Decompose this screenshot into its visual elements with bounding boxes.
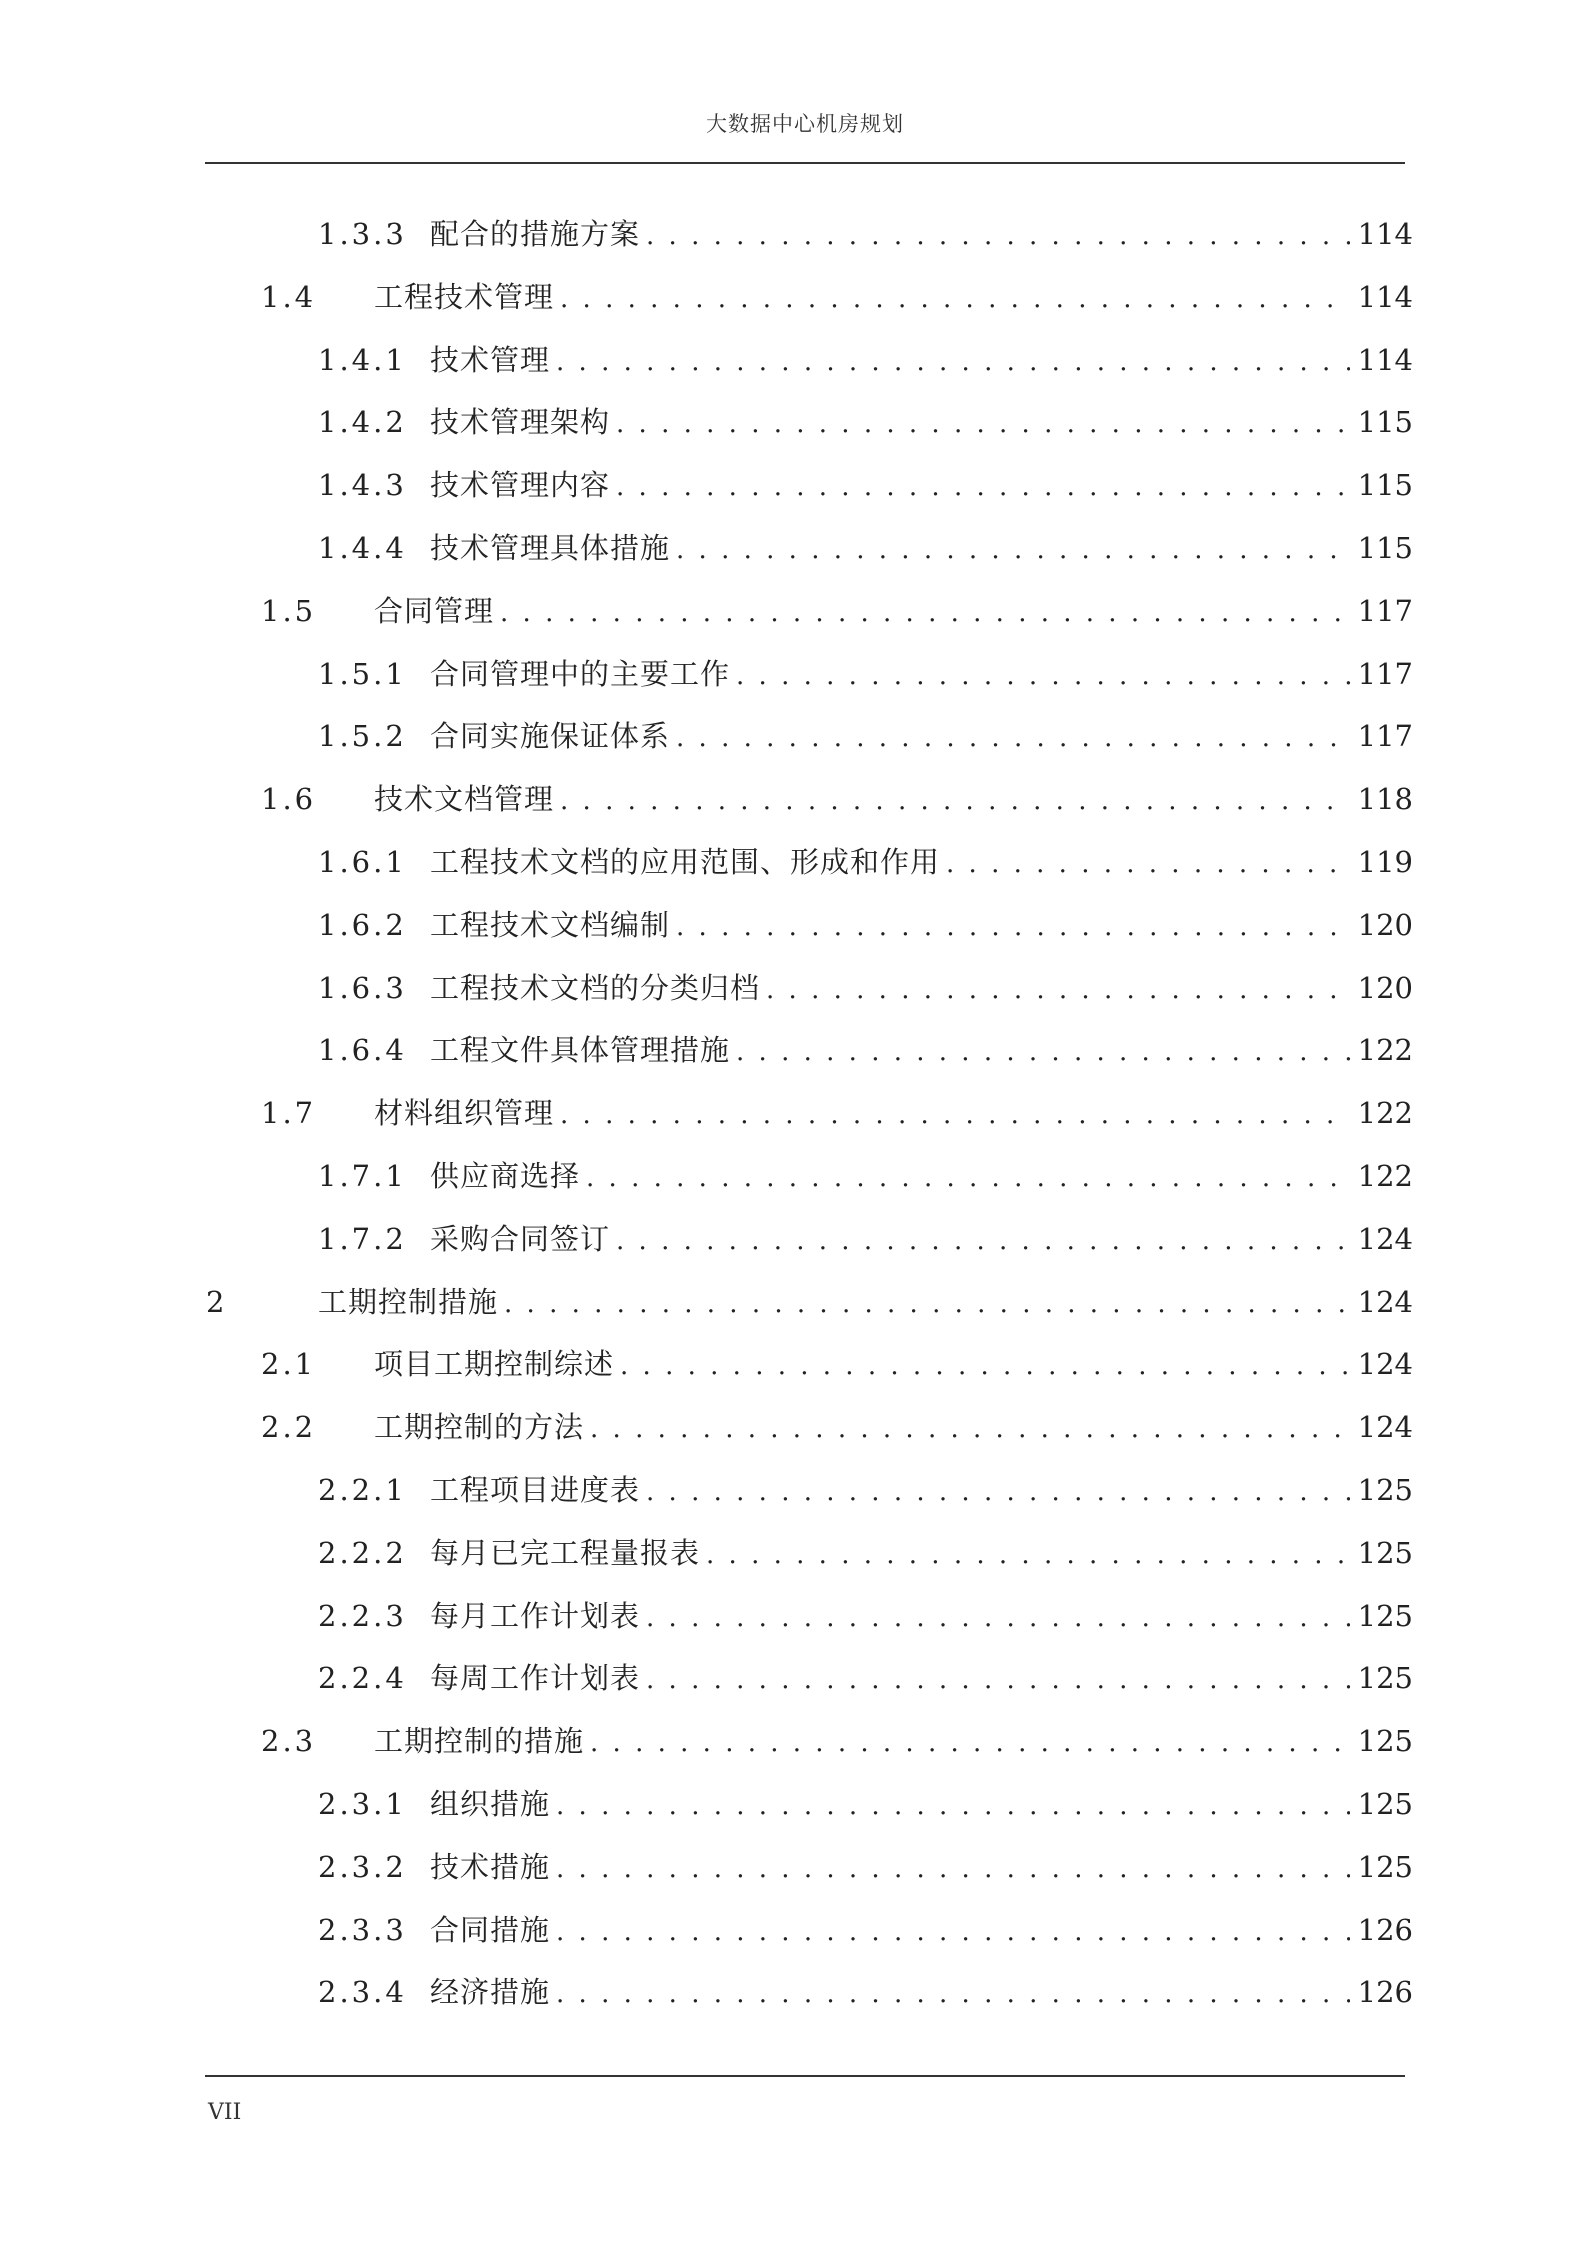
toc-entry-title: 工程项目进度表 — [430, 1473, 641, 1507]
toc-entry-body — [430, 968, 1413, 1010]
toc-entry-page: 117 — [1357, 656, 1413, 691]
toc-entry[interactable] — [0, 968, 1587, 1008]
toc-entry[interactable] — [0, 1156, 1587, 1196]
toc-entry-title: 工程技术文档的分类归档 — [430, 970, 761, 1005]
toc-entry-number: 2.2.2 — [318, 1535, 407, 1570]
toc-entry-number: 1.6.1 — [318, 845, 407, 879]
toc-entry-number: 1.7.2 — [318, 1221, 407, 1256]
toc-dot-leader — [590, 1409, 1350, 1449]
toc-entry-number: 1.4 — [261, 279, 317, 314]
toc-entry-page: 125 — [1357, 1661, 1413, 1696]
toc-entry-title: 技术管理内容 — [430, 468, 611, 503]
toc-entry-body — [374, 1344, 1413, 1386]
toc-entry-body — [374, 277, 1413, 319]
toc-entry-body — [430, 1533, 1413, 1575]
toc-dot-leader — [620, 1346, 1350, 1386]
toc-dot-leader — [676, 907, 1350, 947]
footer-rule — [205, 2075, 1405, 2077]
toc-dot-leader — [676, 530, 1350, 570]
toc-entry-number: 2.2 — [261, 1410, 317, 1445]
toc-entry-page: 122 — [1357, 1033, 1413, 1068]
toc-entry-title: 合同管理中的主要工作 — [430, 656, 731, 691]
toc-dot-leader — [616, 404, 1350, 444]
toc-dot-leader — [504, 1284, 1350, 1324]
toc-entry[interactable] — [0, 1407, 1587, 1447]
toc-entry-number: 2.1 — [261, 1347, 317, 1382]
toc-dot-leader — [556, 1912, 1350, 1952]
page-number: VII — [208, 2100, 242, 2125]
toc-dot-leader — [556, 342, 1350, 382]
toc-entry-title: 工程文件具体管理措施 — [430, 1033, 731, 1068]
toc-entry-page: 124 — [1357, 1221, 1413, 1256]
toc-entry-title: 技术管理 — [430, 342, 551, 377]
toc-entry-title: 项目工期控制综述 — [374, 1347, 615, 1382]
toc-dot-leader — [500, 593, 1350, 633]
toc-entry[interactable] — [0, 1721, 1587, 1761]
toc-entry-number: 2.3.4 — [318, 1975, 407, 2010]
toc-entry-page: 124 — [1357, 1410, 1413, 1445]
toc-dot-leader — [646, 1598, 1350, 1638]
toc-entry-page: 117 — [1357, 719, 1413, 754]
toc-entry-body — [374, 779, 1413, 821]
toc-entry-title: 工程技术管理 — [374, 279, 555, 314]
toc-entry[interactable] — [0, 1596, 1587, 1636]
toc-entry-number: 1.3.3 — [318, 217, 407, 251]
toc-entry-title: 工期控制措施 — [318, 1284, 499, 1319]
toc-entry-body — [430, 1972, 1413, 2014]
toc-entry[interactable] — [0, 905, 1587, 945]
toc-dot-leader — [556, 1974, 1350, 2014]
toc-entry-page: 124 — [1357, 1347, 1413, 1382]
toc-entry[interactable] — [0, 1972, 1587, 2012]
toc-dot-leader — [676, 718, 1350, 758]
toc-entry-page: 120 — [1357, 970, 1413, 1005]
toc-dot-leader — [766, 970, 1350, 1010]
toc-entry-number: 1.7.1 — [318, 1159, 407, 1193]
toc-entry-body — [430, 1596, 1413, 1638]
toc-entry-body — [374, 1407, 1413, 1449]
toc-dot-leader — [736, 1032, 1350, 1072]
toc-dot-leader — [706, 1535, 1350, 1575]
toc-entry-number: 1.4.3 — [318, 468, 407, 503]
toc-entry[interactable] — [0, 1847, 1587, 1887]
toc-entry-body — [318, 1282, 1413, 1324]
toc-entry-body — [430, 340, 1413, 382]
toc-dot-leader — [556, 1849, 1350, 1889]
toc-entry-page: 125 — [1357, 1724, 1413, 1759]
toc-entry-page: 124 — [1357, 1284, 1413, 1319]
toc-entry[interactable] — [0, 842, 1587, 882]
toc-entry-title: 技术管理架构 — [430, 405, 611, 440]
toc-dot-leader — [616, 467, 1350, 507]
toc-entry-number: 2.3.3 — [318, 1912, 407, 1947]
toc-entry[interactable] — [0, 465, 1587, 505]
toc-entry-page: 115 — [1357, 531, 1413, 565]
toc-dot-leader — [616, 1221, 1350, 1261]
toc-entry-title: 每月已完工程量报表 — [430, 1535, 701, 1570]
toc-entry-body — [430, 1156, 1413, 1198]
toc-entry[interactable] — [0, 716, 1587, 756]
toc-entry-number: 2.2.3 — [318, 1598, 407, 1633]
toc-entry-title: 采购合同签订 — [430, 1221, 611, 1256]
toc-entry[interactable] — [0, 1219, 1587, 1259]
toc-dot-leader — [556, 1786, 1350, 1826]
toc-entry-number: 1.4.1 — [318, 342, 407, 377]
toc-entry[interactable] — [0, 214, 1587, 254]
toc-entry-page: 115 — [1357, 468, 1413, 503]
toc-entry-title: 组织措施 — [430, 1787, 551, 1821]
toc-entry-title: 工程技术文档编制 — [430, 907, 671, 942]
toc-entry-number: 1.5.2 — [318, 719, 407, 754]
toc-entry-page: 115 — [1357, 405, 1413, 440]
toc-entry-title: 配合的措施方案 — [430, 217, 641, 251]
toc-entry-body — [430, 842, 1413, 884]
toc-entry-number: 1.4.4 — [318, 531, 407, 565]
toc-entry[interactable] — [0, 1658, 1587, 1698]
toc-entry[interactable] — [0, 1470, 1587, 1510]
toc-dot-leader — [946, 844, 1350, 884]
toc-entry-number: 2.3 — [261, 1724, 317, 1759]
toc-entry-title: 工程技术文档的应用范围、形成和作用 — [430, 845, 941, 879]
toc-entry-page: 114 — [1357, 217, 1413, 251]
toc-entry[interactable] — [0, 340, 1587, 380]
toc-entry-body — [430, 1470, 1413, 1512]
toc-entry-page: 117 — [1357, 593, 1413, 628]
toc-entry[interactable] — [0, 1282, 1587, 1322]
toc-entry-title: 经济措施 — [430, 1975, 551, 2010]
toc-entry[interactable] — [0, 277, 1587, 317]
toc-entry[interactable] — [0, 1533, 1587, 1573]
toc-dot-leader — [646, 216, 1350, 256]
toc-entry-page: 125 — [1357, 1787, 1413, 1821]
toc-entry[interactable] — [0, 1784, 1587, 1824]
toc-entry[interactable] — [0, 1910, 1587, 1950]
toc-entry-body — [430, 214, 1413, 256]
page-header-title: 大数据中心机房规划 — [706, 112, 904, 136]
toc-entry[interactable] — [0, 402, 1587, 442]
toc-entry-number: 2.3.1 — [318, 1787, 407, 1821]
toc-entry-page: 114 — [1357, 279, 1413, 314]
toc-dot-leader — [560, 781, 1350, 821]
toc-entry-page: 119 — [1357, 845, 1413, 879]
toc-entry-page: 125 — [1357, 1598, 1413, 1633]
toc-entry-number: 2.2.4 — [318, 1661, 407, 1696]
toc-entry-page: 125 — [1357, 1535, 1413, 1570]
toc-entry[interactable] — [0, 1344, 1587, 1384]
toc-entry-body — [374, 1721, 1413, 1763]
toc-dot-leader — [736, 656, 1350, 696]
toc-entry-number: 2.3.2 — [318, 1849, 407, 1884]
toc-dot-leader — [586, 1158, 1350, 1198]
toc-entry-title: 合同实施保证体系 — [430, 719, 671, 754]
toc-entry[interactable] — [0, 654, 1587, 694]
toc-entry-title: 每周工作计划表 — [430, 1661, 641, 1696]
header-rule — [205, 162, 1405, 164]
toc-entry-number: 1.6.3 — [318, 970, 407, 1005]
toc-entry-body — [430, 716, 1413, 758]
toc-entry-number: 1.6 — [261, 782, 317, 817]
toc-entry[interactable] — [0, 591, 1587, 631]
toc-entry-body — [430, 1030, 1413, 1072]
toc-entry-page: 125 — [1357, 1849, 1413, 1884]
toc-entry-title: 工期控制的措施 — [374, 1724, 585, 1759]
toc-dot-leader — [646, 1660, 1350, 1700]
toc-entry-body — [430, 1847, 1413, 1889]
toc-entry-number: 1.4.2 — [318, 405, 407, 440]
toc-entry-body — [430, 1784, 1413, 1826]
toc-entry-page: 125 — [1357, 1473, 1413, 1507]
toc-entry-title: 技术管理具体措施 — [430, 531, 671, 565]
toc-entry-page: 126 — [1357, 1912, 1413, 1947]
toc-entry-title: 技术措施 — [430, 1849, 551, 1884]
toc-entry-title: 合同措施 — [430, 1912, 551, 1947]
toc-entry-body — [430, 654, 1413, 696]
toc-entry-body — [374, 1093, 1413, 1135]
toc-entry-number: 1.5 — [261, 593, 317, 628]
toc-entry-body — [430, 402, 1413, 444]
toc-entry-number: 1.6.2 — [318, 907, 407, 942]
toc-entry-number: 2.2.1 — [318, 1473, 407, 1507]
toc-entry-title: 工期控制的方法 — [374, 1410, 585, 1445]
toc-entry-body — [374, 591, 1413, 633]
toc-entry-title: 材料组织管理 — [374, 1096, 555, 1131]
toc-entry-number: 1.5.1 — [318, 656, 407, 691]
toc-entry[interactable] — [0, 1093, 1587, 1133]
toc-dot-leader — [560, 1095, 1350, 1135]
toc-entry-number: 1.6.4 — [318, 1033, 407, 1068]
toc-entry-body — [430, 465, 1413, 507]
toc-entry-page: 122 — [1357, 1159, 1413, 1193]
toc-entry-body — [430, 528, 1413, 570]
toc-entry-page: 120 — [1357, 907, 1413, 942]
toc-entry-body — [430, 1910, 1413, 1952]
toc-entry-title: 技术文档管理 — [374, 782, 555, 817]
toc-entry-number: 2 — [206, 1284, 228, 1319]
toc-entry-number: 1.7 — [261, 1096, 317, 1131]
toc-entry-title: 合同管理 — [374, 593, 495, 628]
toc-dot-leader — [560, 279, 1350, 319]
toc-dot-leader — [590, 1723, 1350, 1763]
toc-entry-title: 供应商选择 — [430, 1159, 581, 1193]
toc-entry-page: 122 — [1357, 1096, 1413, 1131]
toc-entry[interactable] — [0, 528, 1587, 568]
toc-entry-body — [430, 1219, 1413, 1261]
toc-entry[interactable] — [0, 1030, 1587, 1070]
toc-entry-page: 114 — [1357, 342, 1413, 377]
toc-entry-body — [430, 905, 1413, 947]
toc-entry[interactable] — [0, 779, 1587, 819]
toc-entry-title: 每月工作计划表 — [430, 1598, 641, 1633]
toc-entry-body — [430, 1658, 1413, 1700]
toc-dot-leader — [646, 1472, 1350, 1512]
toc-entry-page: 118 — [1357, 782, 1413, 817]
toc-entry-page: 126 — [1357, 1975, 1413, 2010]
